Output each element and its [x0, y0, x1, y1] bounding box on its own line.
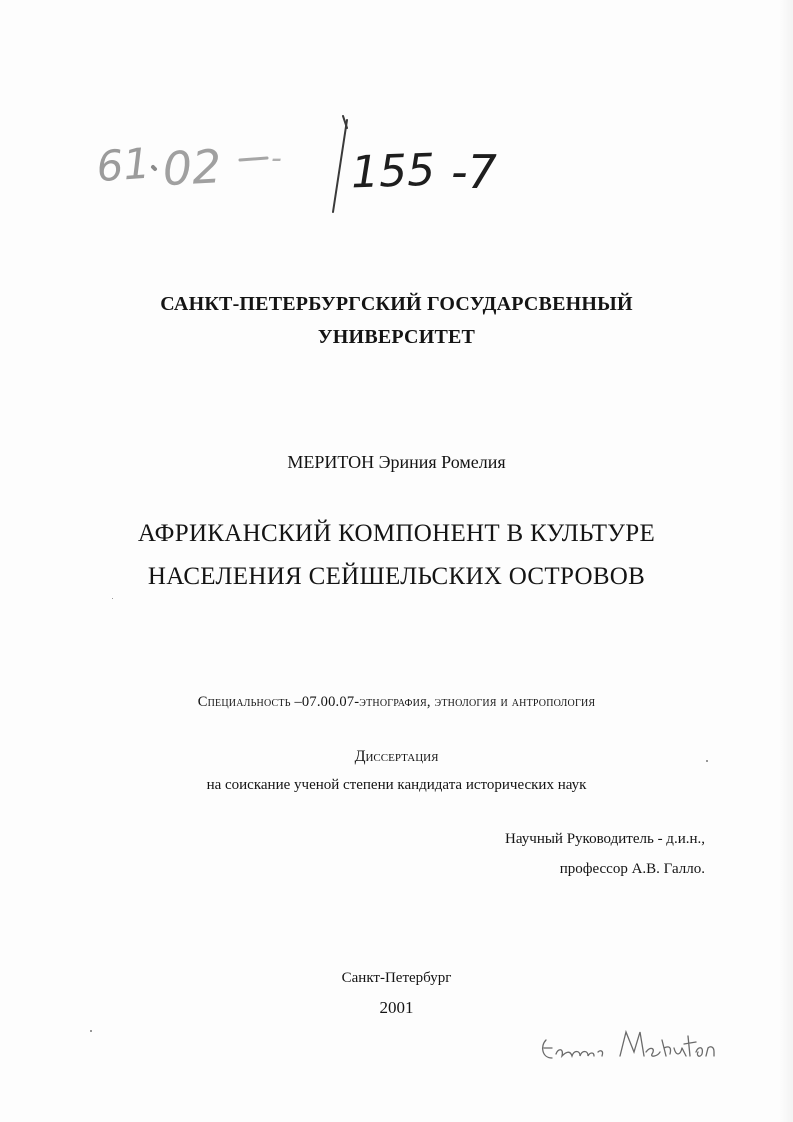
- university-name-line-2: УНИВЕРСИТЕТ: [317, 326, 476, 348]
- archive-code-part-5: -7: [451, 145, 497, 199]
- archive-code-dot: [153, 167, 155, 169]
- dissertation-title-line-1: АФРИКАНСКИЙ КОМПОНЕНТ В КУЛЬТУРЕ: [137, 520, 656, 547]
- university-name-line-1: САНКТ-ПЕТЕРБУРГСКИЙ ГОСУДАРСВЕННЫЙ: [160, 293, 633, 315]
- document-type: Диссертация: [354, 748, 439, 765]
- city: Санкт-Петербург: [341, 970, 452, 986]
- degree-description: на соискание ученой степени кандидата исторических наук: [206, 777, 587, 793]
- archive-code-part-1: 61: [95, 138, 152, 192]
- archive-code-dash-1: [240, 158, 267, 160]
- supervisor-line-1: Научный Руководитель - д.и.н.,: [505, 831, 705, 847]
- scan-edge-shadow: [779, 0, 793, 1122]
- archive-code-slash: [333, 120, 347, 212]
- year: 2001: [379, 998, 414, 1017]
- archive-code-part-4: 155: [350, 144, 436, 199]
- handwritten-archive-code: [95, 112, 555, 222]
- supervisor-line-2: профессор А.В. Галло.: [559, 861, 705, 877]
- author-name: МЕРИТОН Эриния Ромелия: [287, 452, 506, 472]
- archive-code-part-3: -: [271, 141, 282, 176]
- scan-speck: [706, 760, 708, 762]
- specialty-line: Специальность –07.00.07-этнография, этнология и антропология: [197, 694, 596, 710]
- author-signature: [538, 1022, 728, 1074]
- archive-code-part-2: 02: [161, 139, 223, 197]
- scan-speck: [112, 598, 113, 599]
- scan-speck: [90, 1030, 92, 1032]
- dissertation-title-line-2: НАСЕЛЕНИЯ СЕЙШЕЛЬСКИХ ОСТРОВОВ: [147, 563, 646, 590]
